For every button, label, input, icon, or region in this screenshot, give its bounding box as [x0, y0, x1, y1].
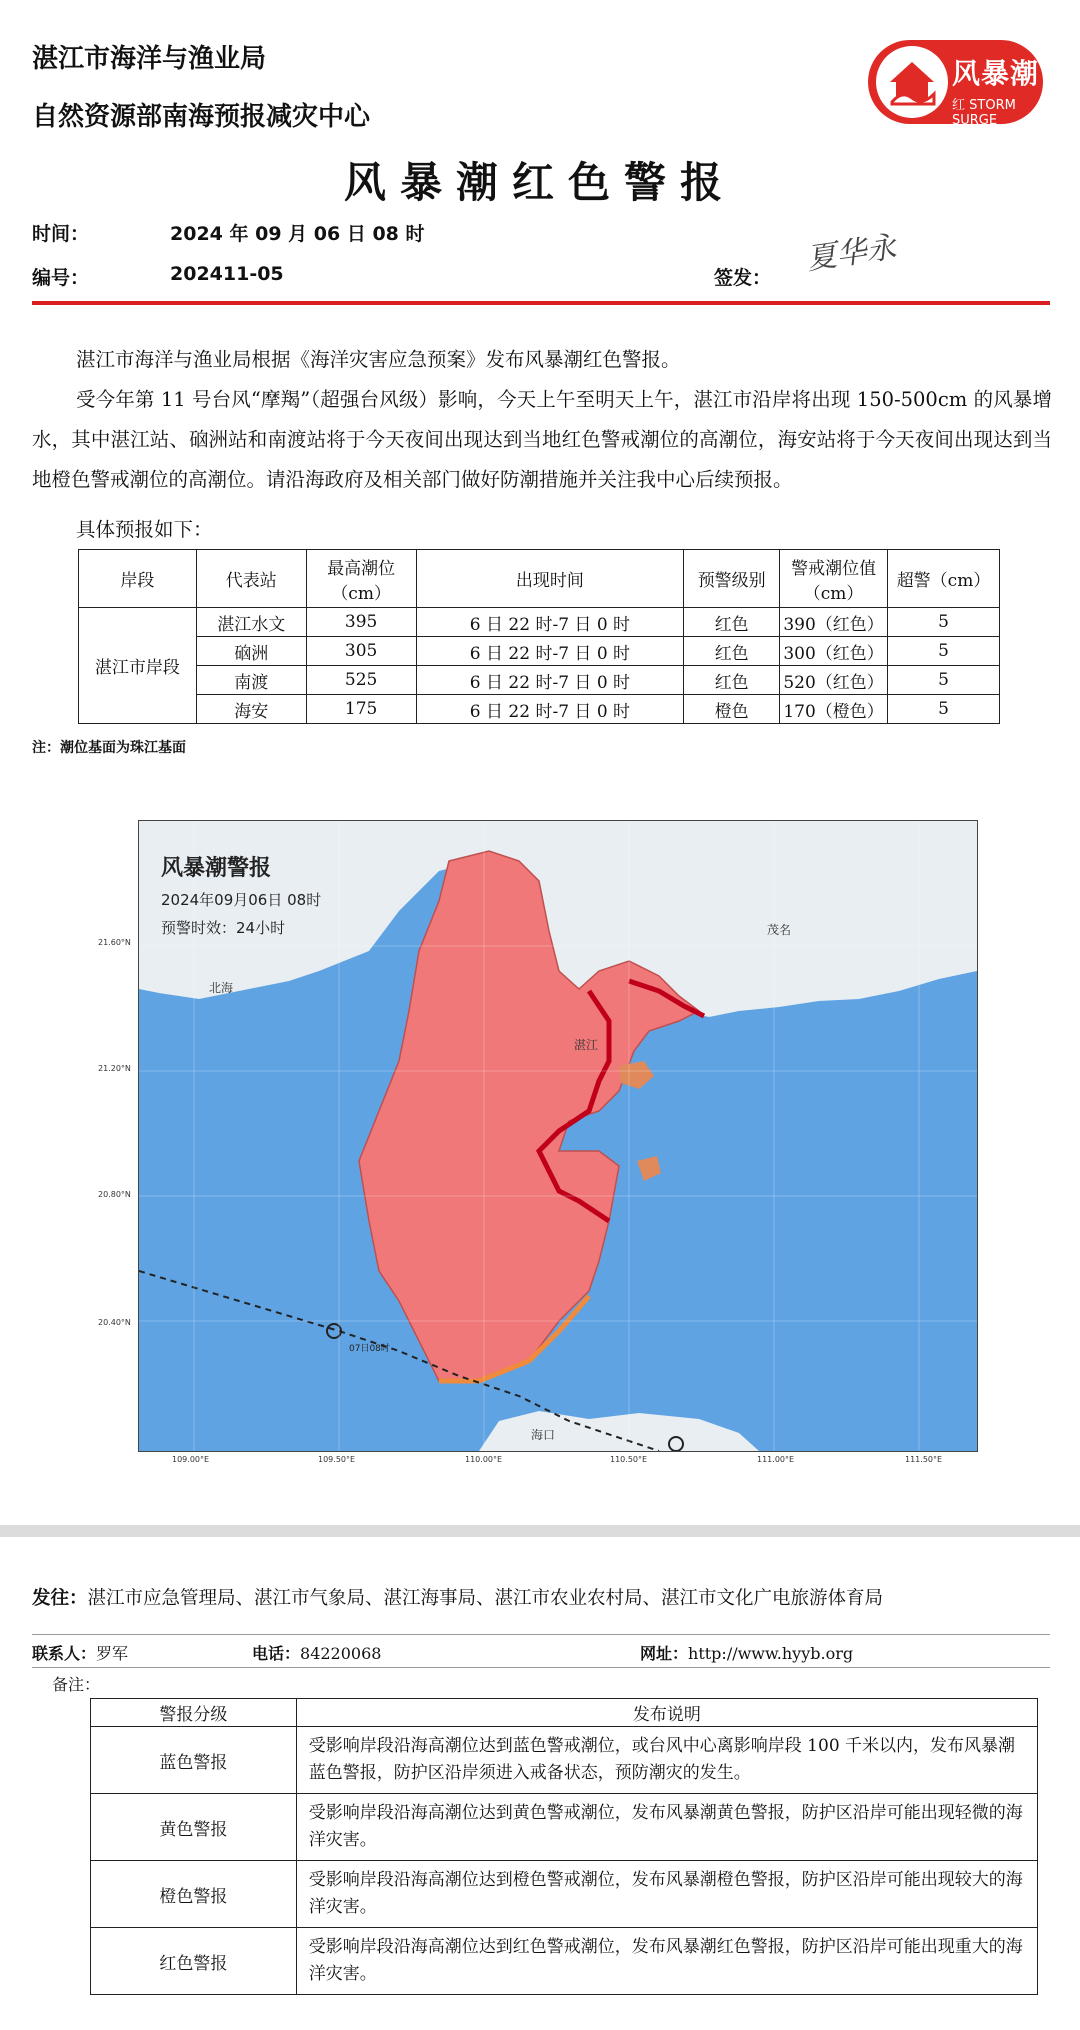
- map-validity: 预警时效：24小时: [161, 919, 286, 937]
- contact-line: [32, 1641, 128, 1664]
- issuer-org: 湛江市海洋与渔业局: [32, 44, 267, 74]
- table-header-row: [91, 1699, 1038, 1727]
- table-cell: 5: [888, 666, 1000, 695]
- level-name: 黄色警报: [91, 1794, 297, 1861]
- table-cell: 5: [888, 695, 1000, 724]
- table-header: 发布说明: [296, 1699, 1037, 1727]
- table-cell: 硇洲: [196, 637, 306, 666]
- table-cell-segment: 湛江市岸段: [79, 608, 197, 724]
- table-header: 岸段: [79, 550, 197, 608]
- section-divider: [0, 1525, 1080, 1537]
- logo-text: 风暴潮: [952, 57, 1040, 90]
- table-cell: 175: [306, 695, 416, 724]
- send-to-label: 发往：: [32, 1588, 88, 1609]
- table-header: 警报分级: [91, 1699, 297, 1727]
- send-to-value: 湛江市应急管理局、湛江市气象局、湛江海事局、湛江市农业农村局、湛江市文化广电旅游体育局: [87, 1588, 884, 1609]
- footer-rule: [32, 1634, 1050, 1635]
- table-row: [79, 666, 1000, 695]
- level-description: 受影响岸段沿海高潮位达到黄色警戒潮位，发布风暴潮黄色警报，防护区沿岸可能出现轻微的海洋灾害。: [296, 1794, 1037, 1861]
- lat-label: 21.60°N: [98, 938, 131, 947]
- time-value: 2024 年 09 月 06 日 08 时: [170, 223, 425, 245]
- table-cell: 525: [306, 666, 416, 695]
- table-row: [91, 1861, 1038, 1928]
- table-header: 代表站: [196, 550, 306, 608]
- storm-surge-logo: [868, 40, 1043, 128]
- phone-line: [252, 1641, 381, 1664]
- table-cell: 170（橙色）: [780, 695, 888, 724]
- paragraph-intro: 湛江市海洋与渔业局根据《海洋灾害应急预案》发布风暴潮红色警报。: [76, 348, 681, 371]
- table-row: [79, 695, 1000, 724]
- lon-label: 110.00°E: [465, 1455, 503, 1464]
- level-description: 受影响岸段沿海高潮位达到蓝色警戒潮位，或台风中心离影响岸段 100 千米以内，发布风暴潮蓝色警报，防护区沿岸须进入戒备状态，预防潮灾的发生。: [296, 1727, 1037, 1794]
- table-row: [91, 1727, 1038, 1794]
- level-name: 红色警报: [91, 1928, 297, 1995]
- footer-rule: [32, 1667, 1050, 1668]
- place-label: 湛江: [574, 1038, 599, 1052]
- table-cell: 6 日 22 时-7 日 0 时: [416, 608, 684, 637]
- storm-surge-map: [138, 820, 978, 1452]
- table-cell: 红色: [684, 608, 780, 637]
- table-cell: 6 日 22 时-7 日 0 时: [416, 695, 684, 724]
- table-cell: 红色: [684, 666, 780, 695]
- table-cell: 橙色: [684, 695, 780, 724]
- table-cell: 红色: [684, 637, 780, 666]
- lon-label: 109.50°E: [318, 1455, 356, 1464]
- level-name: 蓝色警报: [91, 1727, 297, 1794]
- time-label: 时间：: [32, 223, 90, 245]
- table-cell: 6 日 22 时-7 日 0 时: [416, 666, 684, 695]
- phone-label: 电话：: [252, 1644, 301, 1663]
- paragraph-forecast: 受今年第 11 号台风“摩羯”（超强台风级）影响，今天上午至明天上午，湛江市沿岸将出现 150-500cm 的风暴增水，其中湛江站、硇洲站和南渡站将于今天夜间出现达到当地红色警戒潮位的高潮位，海安站将于今天夜间出现达到当地橙色警戒潮位的高潮位。请沿海政府及相关部门做好防潮措施并关注我中心后续预报。: [32, 388, 1052, 491]
- table-header: 预警级别: [684, 550, 780, 608]
- level-name: 橙色警报: [91, 1861, 297, 1928]
- lon-label: 109.00°E: [172, 1455, 210, 1464]
- website-line: [640, 1641, 853, 1664]
- table-header: 出现时间: [416, 550, 684, 608]
- header-divider: [32, 301, 1050, 305]
- lat-label: 20.80°N: [98, 1190, 131, 1199]
- table-header: 警戒潮位值（cm）: [780, 550, 888, 608]
- table-header: 最高潮位（cm）: [306, 550, 416, 608]
- issuer-center: 自然资源部南海预报减灾中心: [32, 102, 371, 132]
- place-label: 北海: [209, 981, 234, 995]
- table-row: [79, 637, 1000, 666]
- table-cell: 湛江水文: [196, 608, 306, 637]
- signature: 夏华永: [804, 229, 899, 278]
- lon-label: 111.50°E: [905, 1455, 943, 1464]
- datum-note: 注：潮位基面为珠江基面: [32, 740, 186, 756]
- table-cell: 6 日 22 时-7 日 0 时: [416, 637, 684, 666]
- map-title: 风暴潮警报: [161, 856, 272, 881]
- typhoon-time-label: 07日08时: [349, 1344, 390, 1354]
- map-graphic: [139, 821, 977, 1451]
- level-description: 受影响岸段沿海高潮位达到橙色警戒潮位，发布风暴潮橙色警报，防护区沿岸可能出现较大的海洋灾害。: [296, 1861, 1037, 1928]
- lon-label: 111.00°E: [757, 1455, 795, 1464]
- table-cell: 520（红色）: [780, 666, 888, 695]
- table-header: 超警（cm）: [888, 550, 1000, 608]
- table-cell: 海安: [196, 695, 306, 724]
- lon-label: 110.50°E: [610, 1455, 648, 1464]
- table-cell: 395: [306, 608, 416, 637]
- logo-subtext: 红 STORM SURGE: [952, 98, 1016, 128]
- table-header-row: [79, 550, 1000, 608]
- table-row: [91, 1928, 1038, 1995]
- table-cell: 5: [888, 637, 1000, 666]
- number-value: 202411-05: [170, 263, 284, 285]
- house-wave-icon: [876, 46, 948, 118]
- table-row: [91, 1794, 1038, 1861]
- lat-label: 21.20°N: [98, 1064, 131, 1073]
- table-cell: 5: [888, 608, 1000, 637]
- paragraph-detail: 具体预报如下：: [76, 518, 213, 541]
- contact-label: 联系人：: [32, 1644, 97, 1663]
- remark-label: 备注：: [52, 1675, 101, 1694]
- warning-levels-table: [90, 1698, 1038, 1995]
- send-to-line: [32, 1584, 883, 1610]
- page-title: 风暴潮红色警报: [343, 158, 736, 207]
- website-label: 网址：: [640, 1644, 689, 1663]
- place-label: 茂名: [767, 923, 792, 937]
- sign-label: 签发：: [714, 267, 772, 289]
- forecast-table: [78, 549, 1000, 724]
- table-row: [79, 608, 1000, 637]
- table-cell: 305: [306, 637, 416, 666]
- table-cell: 390（红色）: [780, 608, 888, 637]
- level-description: 受影响岸段沿海高潮位达到红色警戒潮位，发布风暴潮红色警报，防护区沿岸可能出现重大的海洋灾害。: [296, 1928, 1037, 1995]
- lat-label: 20.40°N: [98, 1318, 131, 1327]
- number-label: 编号：: [32, 267, 90, 289]
- website-link[interactable]: http://www.hyyb.org: [688, 1644, 854, 1663]
- map-time: 2024年09月06日 08时: [161, 891, 322, 909]
- phone-value: 84220068: [300, 1644, 382, 1663]
- place-label: 海口: [531, 1428, 556, 1442]
- contact-value: 罗军: [96, 1644, 129, 1663]
- table-cell: 300（红色）: [780, 637, 888, 666]
- table-cell: 南渡: [196, 666, 306, 695]
